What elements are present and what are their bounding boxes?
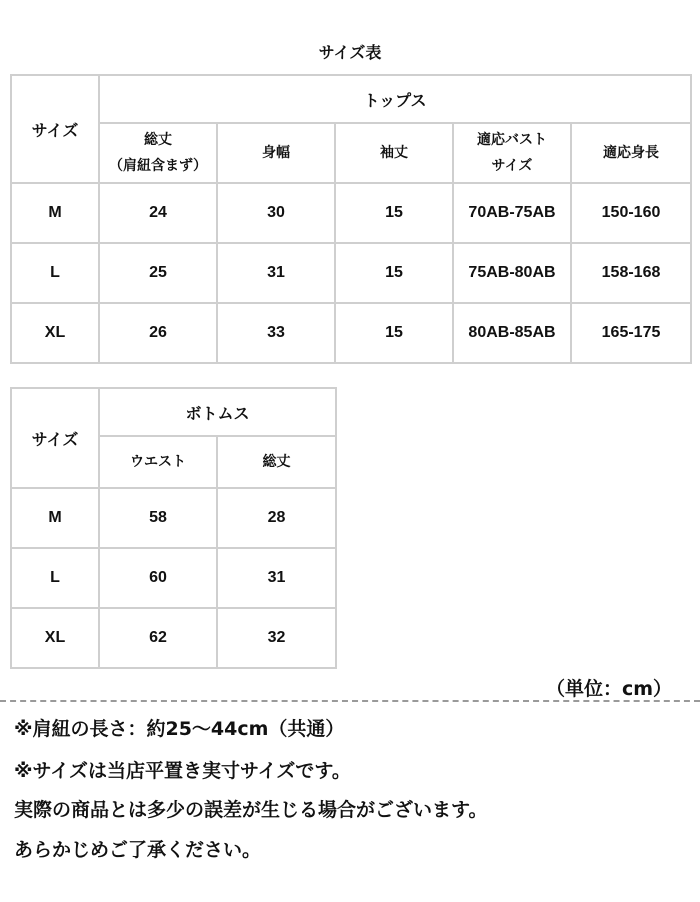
size-label: M — [11, 488, 99, 548]
table-cell: 24 — [99, 183, 217, 243]
tops-column-header: 身幅 — [217, 123, 335, 183]
table-cell: 25 — [99, 243, 217, 303]
size-label: L — [11, 548, 99, 608]
table-cell: 26 — [99, 303, 217, 363]
size-label: XL — [11, 608, 99, 668]
size-label: XL — [11, 303, 99, 363]
table-row — [11, 183, 691, 243]
table-row — [11, 243, 691, 303]
table-cell: 15 — [335, 243, 453, 303]
column-header-subline: サイズ — [491, 158, 533, 174]
table-row — [11, 608, 336, 668]
table-cell: 70AB-75AB — [453, 183, 571, 243]
table-cell: 75AB-80AB — [453, 243, 571, 303]
table-cell: 28 — [217, 488, 336, 548]
tops-size-header: サイズ — [11, 75, 99, 183]
table-row — [11, 303, 691, 363]
table-cell: 58 — [99, 488, 217, 548]
tops-column-header: 適応身長 — [571, 123, 691, 183]
tops-column-header — [453, 123, 571, 183]
note-line: ※肩紐の長さ：約25～44cm（共通） — [14, 718, 345, 740]
table-cell: 32 — [217, 608, 336, 668]
tops-size-table — [10, 74, 692, 364]
bottoms-column-header: 総丈 — [217, 436, 336, 488]
size-label: L — [11, 243, 99, 303]
table-cell: 31 — [217, 548, 336, 608]
bottoms-column-header: ウエスト — [99, 436, 217, 488]
table-cell: 80AB-85AB — [453, 303, 571, 363]
bottoms-size-header: サイズ — [11, 388, 99, 488]
table-cell: 31 — [217, 243, 335, 303]
column-header-line: 総丈 — [144, 132, 172, 148]
table-cell: 62 — [99, 608, 217, 668]
note-line: ※サイズは当店平置き実寸サイズです。 — [14, 760, 351, 782]
tops-group-header: トップス — [99, 75, 691, 123]
table-cell: 33 — [217, 303, 335, 363]
note-line: あらかじめご了承ください。 — [14, 839, 262, 861]
unit-label: （単位：cm） — [545, 678, 672, 700]
table-cell: 165-175 — [571, 303, 691, 363]
bottoms-size-table — [10, 387, 337, 669]
bottoms-group-header: ボトムス — [99, 388, 336, 436]
table-cell: 15 — [335, 303, 453, 363]
table-cell: 158-168 — [571, 243, 691, 303]
size-label: M — [11, 183, 99, 243]
table-cell: 30 — [217, 183, 335, 243]
column-header-line: 適応バスト — [477, 132, 547, 148]
table-cell: 60 — [99, 548, 217, 608]
table-row — [11, 548, 336, 608]
note-line: 実際の商品とは多少の誤差が生じる場合がございます。 — [14, 799, 488, 821]
tops-column-header — [99, 123, 217, 183]
column-header-subline: （肩紐含まず） — [109, 158, 207, 174]
table-cell: 150-160 — [571, 183, 691, 243]
page-title: サイズ表 — [318, 43, 382, 62]
table-row — [11, 488, 336, 548]
notes-box — [0, 700, 700, 902]
tops-column-header: 袖丈 — [335, 123, 453, 183]
table-cell: 15 — [335, 183, 453, 243]
